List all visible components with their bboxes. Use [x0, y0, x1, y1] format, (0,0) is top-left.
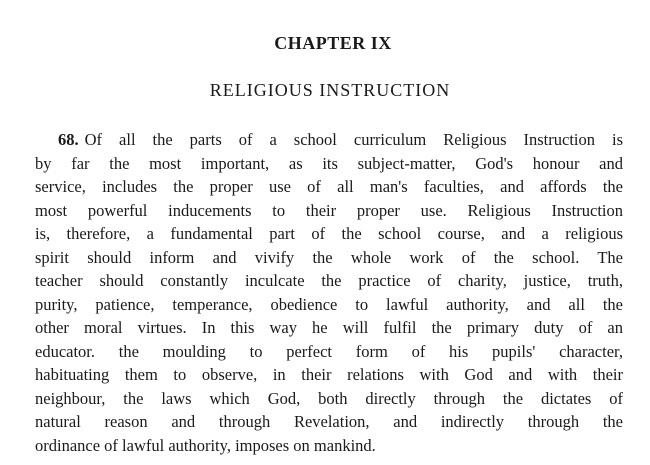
section-heading: RELIGIOUS INSTRUCTION — [209, 80, 451, 100]
paragraph-line-text: Of all the parts of a school curriculum Religious Instruction is — [84, 130, 623, 149]
paragraph-68 — [35, 128, 623, 457]
paragraph-line: teacher should constantly inculcate the practice of charity, justice, truth, — [35, 271, 623, 290]
paragraph-line: service, includes the proper use of all man's faculties, and affords the — [35, 177, 623, 196]
paragraph-line: educator. the moulding to perfect form of his pupils' character, — [35, 341, 623, 361]
paragraph-line: purity, patience, temperance, obedience to lawful authority, and all the — [35, 294, 623, 314]
paragraph-line: most powerful inducements to their proper use. Religious Instruction — [35, 200, 623, 220]
paragraph-line: ordinance of lawful authority, imposes on mankind. — [35, 435, 376, 455]
paragraph-line: habituating them to observe, in their relations with God and with their — [35, 365, 623, 384]
paragraph-number: 68. — [58, 130, 79, 149]
paragraph-line: neighbour, the laws which God, both directly through the dictates of — [35, 388, 623, 408]
chapter-heading: CHAPTER IX — [274, 33, 392, 53]
paragraph-line: natural reason and through Revelation, and indirectly through the — [35, 412, 623, 431]
paragraph-line: is, therefore, a fundamental part of the school course, and a religious — [35, 224, 623, 243]
paragraph-line: other moral virtues. In this way he will fulfil the primary duty of an — [35, 318, 623, 337]
paragraph-line — [35, 128, 623, 152]
paragraph-line: by far the most important, as its subject-matter, God's honour and — [35, 153, 623, 173]
paragraph-line: spirit should inform and vivify the whole work of the school. The — [35, 247, 623, 267]
